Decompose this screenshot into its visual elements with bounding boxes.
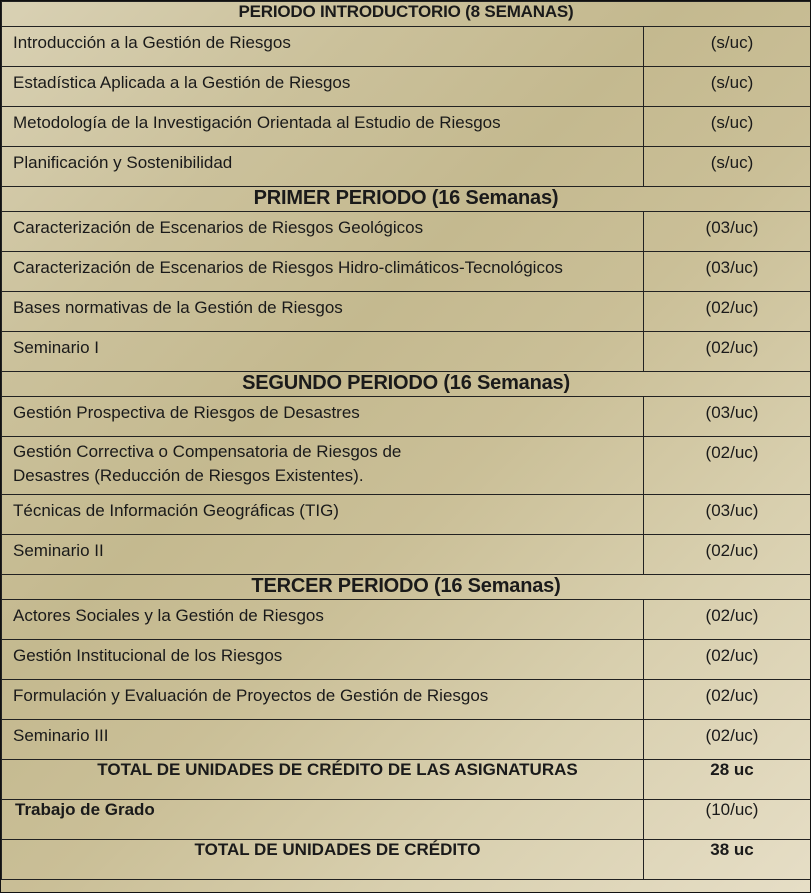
subject-name	[2, 437, 644, 495]
curriculum-table	[1, 1, 811, 880]
subject-name: Introducción a la Gestión de Riesgos	[2, 27, 644, 67]
table-row	[2, 640, 811, 680]
subject-units: (s/uc)	[644, 107, 811, 147]
subject-name: Bases normativas de la Gestión de Riesgos	[2, 292, 644, 332]
period-header-second	[2, 372, 811, 397]
subject-name-line1: Gestión Correctiva o Compensatoria de Riesgos de	[13, 442, 402, 461]
table-row	[2, 680, 811, 720]
table-row	[2, 252, 811, 292]
subtotal-label: TOTAL DE UNIDADES DE CRÉDITO DE LAS ASIGNATURAS	[2, 760, 644, 800]
thesis-label: Trabajo de Grado	[2, 800, 644, 840]
subject-name: Estadística Aplicada a la Gestión de Riesgos	[2, 67, 644, 107]
subject-name: Gestión Prospectiva de Riesgos de Desastres	[2, 397, 644, 437]
subject-name: Actores Sociales y la Gestión de Riesgos	[2, 600, 644, 640]
subject-units: (02/uc)	[644, 292, 811, 332]
subject-name: Seminario II	[2, 535, 644, 575]
subject-name-line2: Desastres (Reducción de Riesgos Existentes).	[13, 466, 364, 485]
period-title: PRIMER PERIODO (16 Semanas)	[2, 187, 811, 212]
subject-name: Formulación y Evaluación de Proyectos de Gestión de Riesgos	[2, 680, 644, 720]
total-label: TOTAL DE UNIDADES DE CRÉDITO	[2, 840, 644, 880]
period-header-third	[2, 575, 811, 600]
table-row	[2, 27, 811, 67]
table-row	[2, 107, 811, 147]
subject-units: (03/uc)	[644, 212, 811, 252]
table-row	[2, 212, 811, 252]
subtotal-row	[2, 760, 811, 800]
table-row	[2, 397, 811, 437]
period-title: SEGUNDO PERIODO (16 Semanas)	[2, 372, 811, 397]
subject-units: (03/uc)	[644, 495, 811, 535]
subject-name: Gestión Institucional de los Riesgos	[2, 640, 644, 680]
subject-name: Seminario I	[2, 332, 644, 372]
table-row	[2, 535, 811, 575]
thesis-row	[2, 800, 811, 840]
table-row	[2, 600, 811, 640]
subject-units: (02/uc)	[644, 680, 811, 720]
subject-name: Caracterización de Escenarios de Riesgos Hidro-climáticos-Tecnológicos	[2, 252, 644, 292]
subject-units: (s/uc)	[644, 67, 811, 107]
total-row	[2, 840, 811, 880]
period-title: TERCER PERIODO (16 Semanas)	[2, 575, 811, 600]
subject-name: Caracterización de Escenarios de Riesgos Geológicos	[2, 212, 644, 252]
period-title: PERIODO INTRODUCTORIO (8 SEMANAS)	[2, 2, 811, 27]
subject-units: (03/uc)	[644, 252, 811, 292]
period-header-first	[2, 187, 811, 212]
subject-units: (03/uc)	[644, 397, 811, 437]
subject-name: Planificación y Sostenibilidad	[2, 147, 644, 187]
subject-name: Metodología de la Investigación Orientada al Estudio de Riesgos	[2, 107, 644, 147]
subject-units: (02/uc)	[644, 640, 811, 680]
subtotal-units: 28 uc	[644, 760, 811, 800]
subject-units: (s/uc)	[644, 27, 811, 67]
subject-name: Técnicas de Información Geográficas (TIG)	[2, 495, 644, 535]
thesis-units: (10/uc)	[644, 800, 811, 840]
subject-units: (s/uc)	[644, 147, 811, 187]
table-row	[2, 292, 811, 332]
subject-units: (02/uc)	[644, 437, 811, 495]
table-row	[2, 147, 811, 187]
subject-units: (02/uc)	[644, 600, 811, 640]
table-row	[2, 720, 811, 760]
table-row	[2, 67, 811, 107]
table-row	[2, 495, 811, 535]
total-units: 38 uc	[644, 840, 811, 880]
subject-name: Seminario III	[2, 720, 644, 760]
subject-units: (02/uc)	[644, 332, 811, 372]
period-header-introductory	[2, 2, 811, 27]
table-row	[2, 437, 811, 495]
subject-units: (02/uc)	[644, 535, 811, 575]
subject-units: (02/uc)	[644, 720, 811, 760]
table-row	[2, 332, 811, 372]
